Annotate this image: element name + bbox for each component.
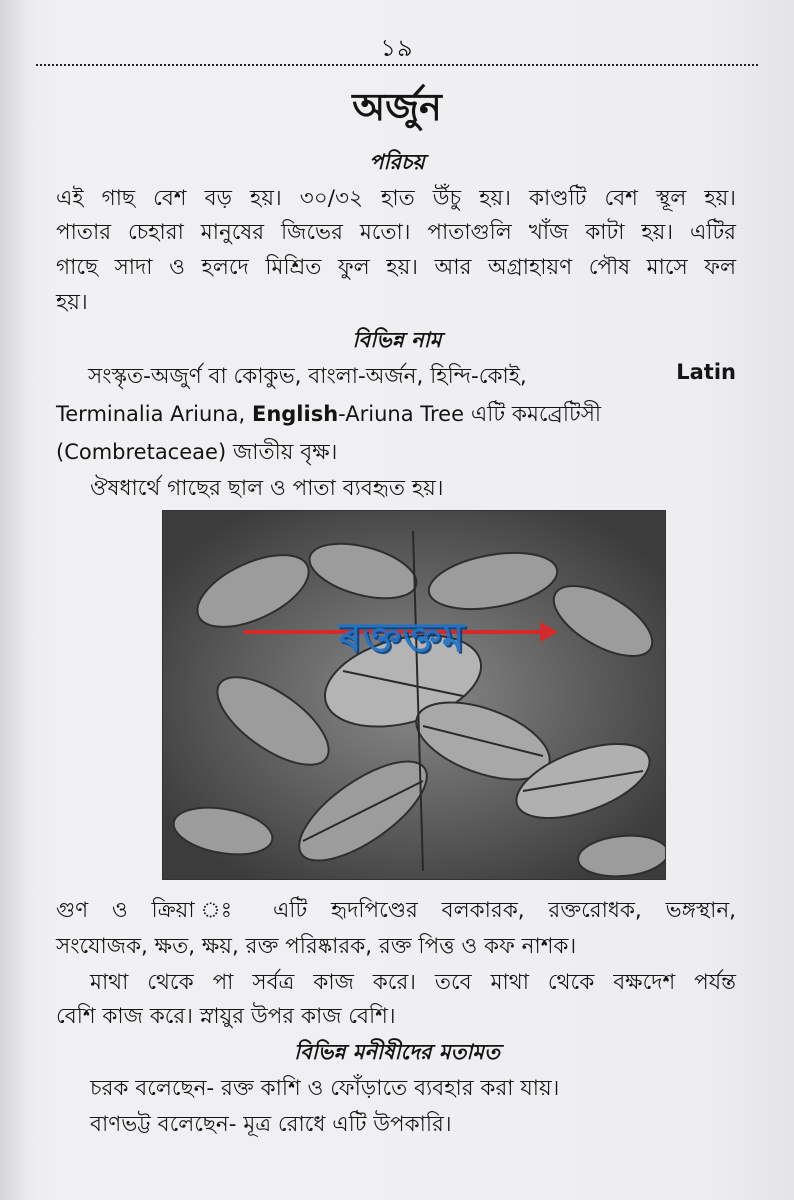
leaf-illustration	[163, 511, 665, 879]
latin-label: Latin	[676, 360, 736, 384]
family-name: (Combretaceae)	[56, 440, 227, 464]
page-title: অর্জুন	[352, 85, 442, 129]
intro-line-4: হয়।	[56, 290, 88, 315]
names-line-3	[56, 436, 736, 472]
names-line-1	[88, 360, 736, 396]
botanical-name: Terminalia Ariuna,	[56, 402, 246, 426]
arjun-leaf-photo	[162, 510, 666, 880]
intro-line-2: পাতার চেহারা মানুষের জিভের মতো। পাতাগুলি খাঁজ কাটা হয়। এটির	[56, 220, 736, 245]
names-line-4: ঔষধার্থে গাছের ছাল ও পাতা ব্যবহৃত হয়।	[90, 476, 444, 501]
intro-line-1: এই গাছ বেশ বড় হয়। ৩০/৩২ হাত উঁচু হয়। কাণ্ডটি বেশ স্থূল হয়।	[56, 186, 736, 211]
names-line-2	[56, 398, 736, 434]
intro-line-3: গাছে সাদা ও হলদে মিশ্রিত ফুল হয়। আর অগ্রাহায়ণ পৌষ মাসে ফল	[56, 255, 736, 280]
opinion-line-2: বাণভট্ট বলেছেন- মূত্র রোধে এটি উপকারি।	[90, 1112, 452, 1137]
names-heading: বিভিন্ন নাম	[352, 328, 442, 352]
intro-heading: পরিচয়	[369, 150, 425, 174]
opinions-heading: বিভিন্ন মনীষীদের মতামত	[294, 1040, 500, 1064]
page-number: ১৯	[380, 34, 414, 62]
header-divider	[36, 64, 758, 66]
names-line-2-text: এটি কমব্রেটিসী	[470, 402, 602, 427]
properties-line-4: বেশি কাজ করে। স্নায়ুর উপর কাজ বেশি।	[56, 1004, 396, 1029]
names-line-1-text: সংস্কৃত-অজুর্ণ বা কোকুভ, বাংলা-অর্জন, হিন্দি-কোই,	[88, 364, 527, 389]
english-name: -Ariuna Tree	[338, 402, 465, 426]
names-line-3-text: জাতীয় বৃক্ষ।	[232, 440, 338, 465]
properties-line-2: সংযোজক, ক্ষত, ক্ষয়, রক্ত পরিষ্কারক, রক্ত পিত্ত ও কফ নাশক।	[56, 934, 577, 959]
watermark-logo: ৰক্তক্তম	[338, 615, 466, 661]
properties-line-1: গুণ ও ক্রিয়া ঃ এটি হৃদপিণ্ডের বলকারক, রক্তরোধক, ভঙ্গস্থান,	[56, 898, 736, 923]
opinion-line-1: চরক বলেছেন- রক্ত কাশি ও ফোঁড়াতে ব্যবহার করা যায়।	[90, 1076, 560, 1101]
properties-line-3: মাথা থেকে পা সর্বত্র কাজ করে। তবে মাথা থেকে বক্ষদেশ পর্যন্ত	[90, 970, 736, 995]
english-label: English	[251, 402, 339, 426]
